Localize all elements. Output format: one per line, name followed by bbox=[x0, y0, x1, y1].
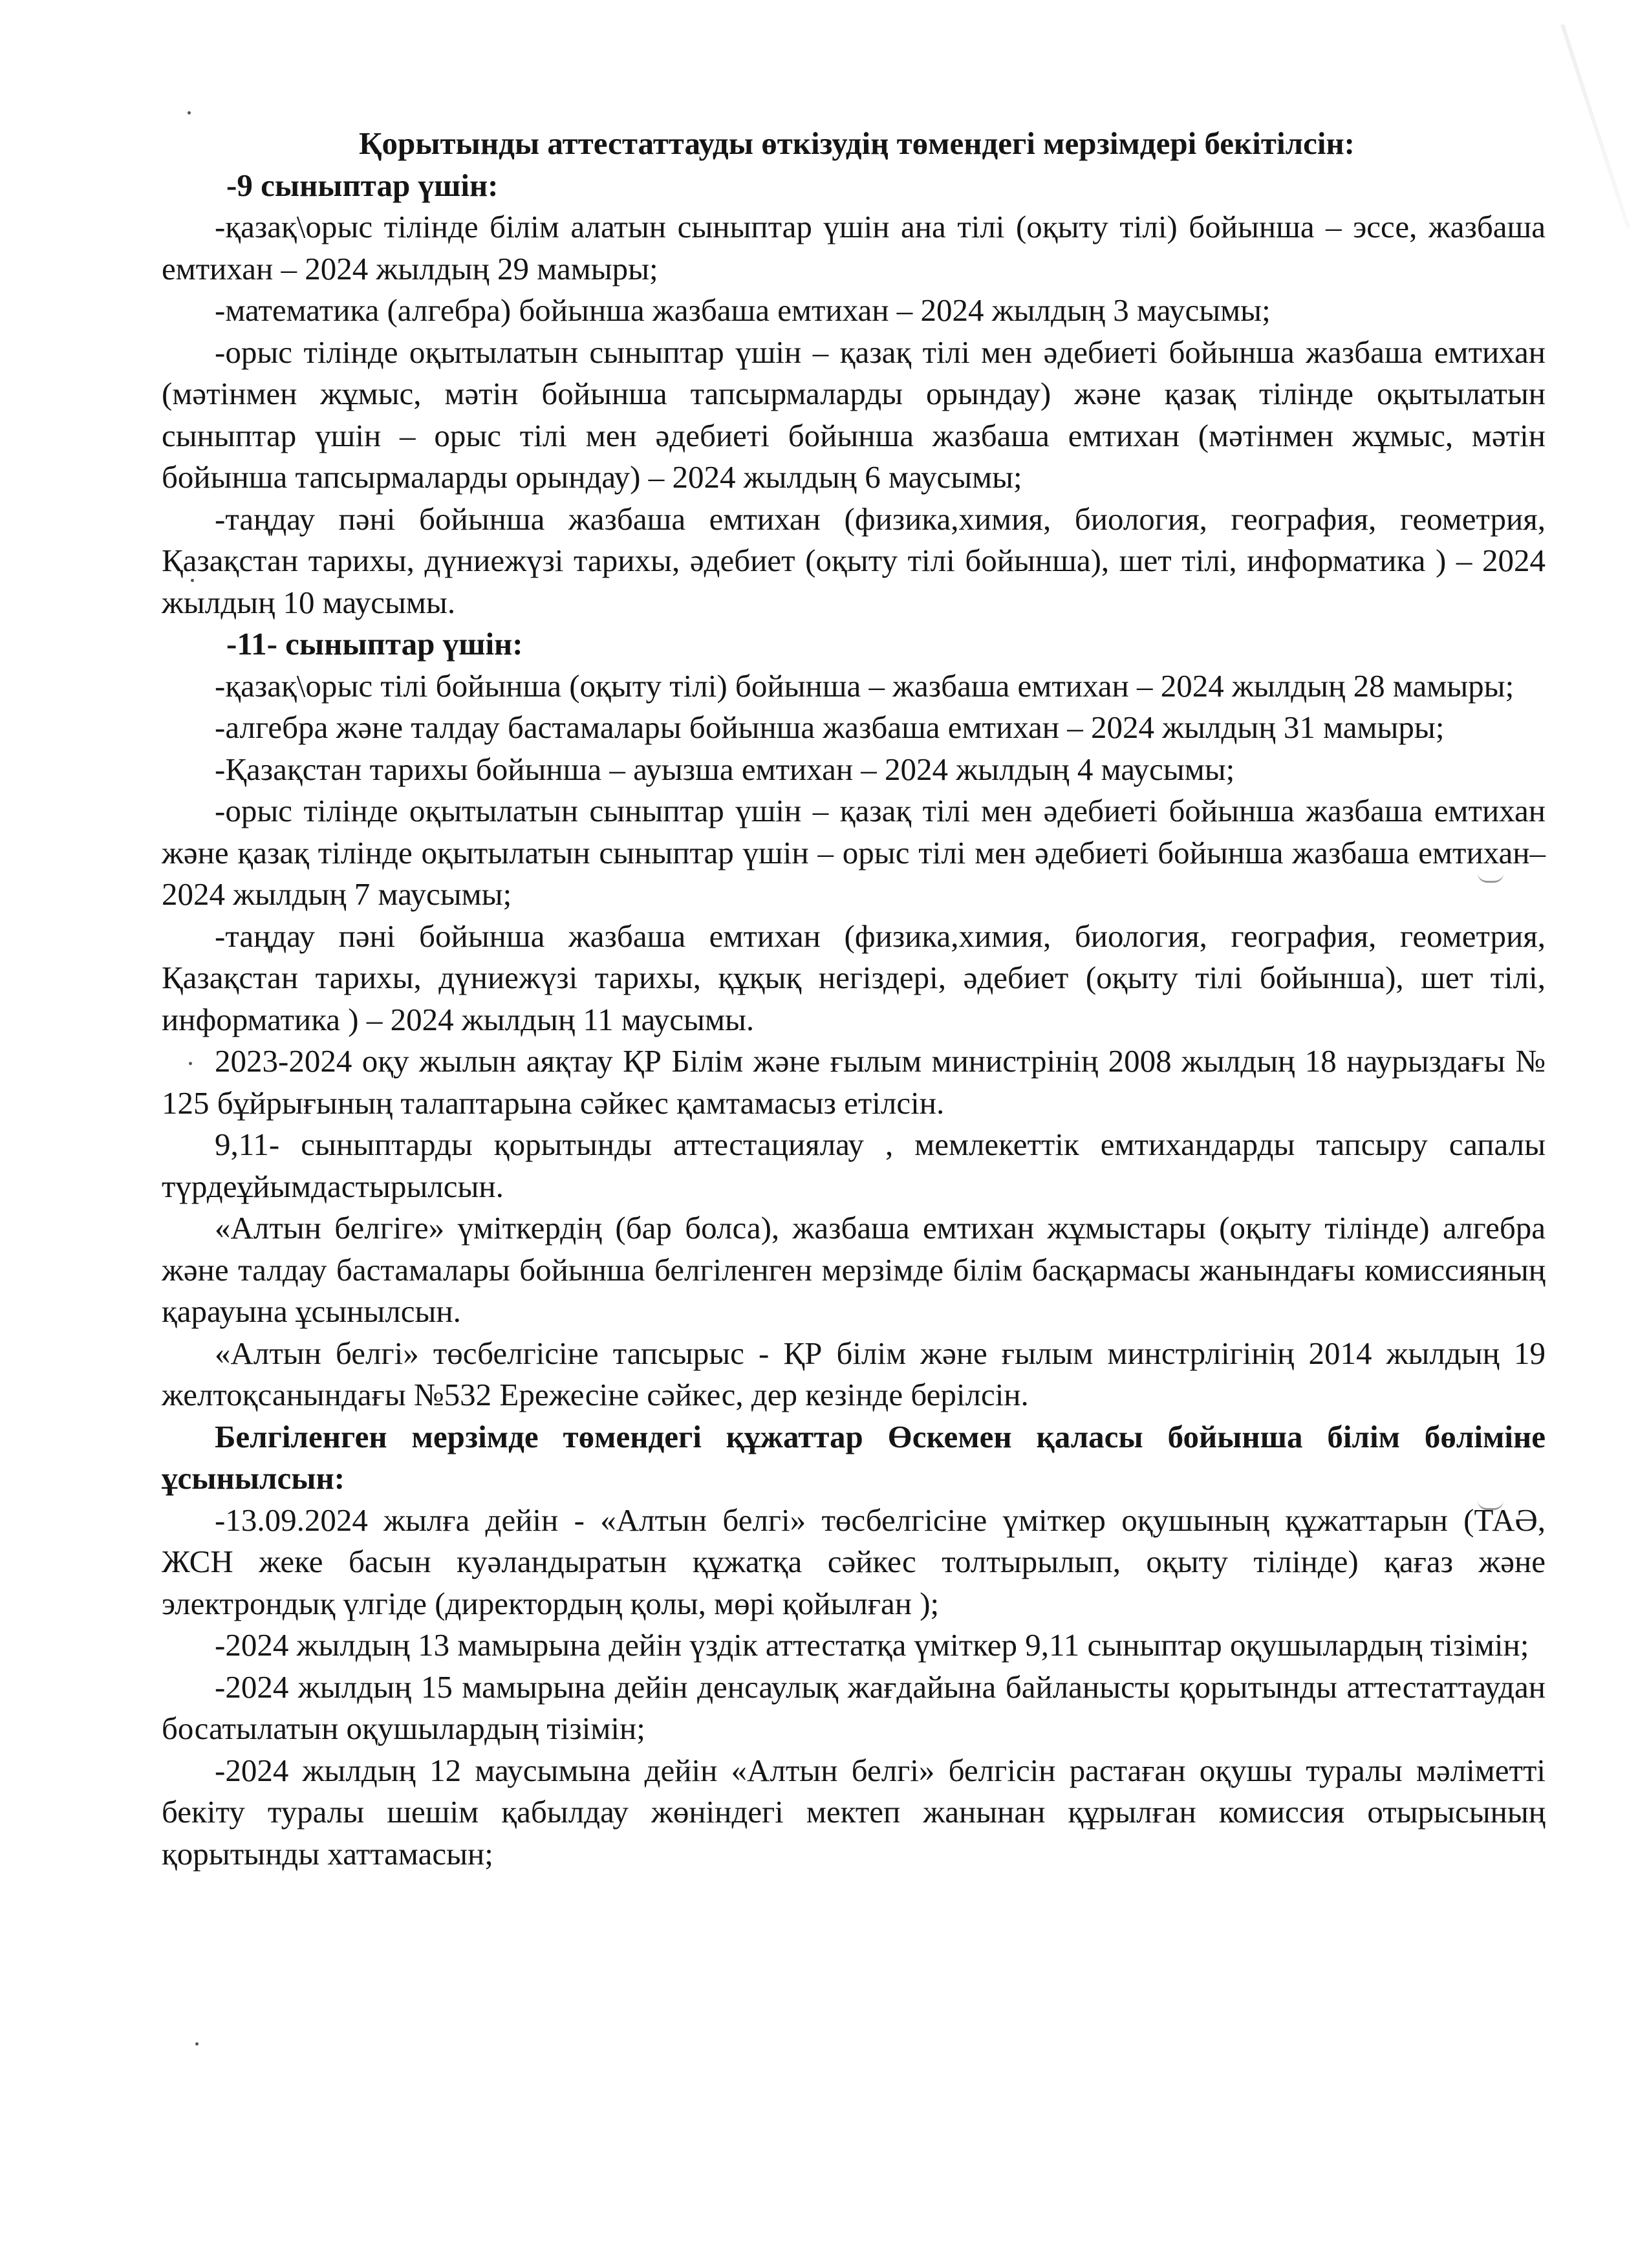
scan-streak bbox=[1560, 24, 1630, 228]
scan-dot bbox=[188, 111, 191, 114]
paragraph: «Алтын белгіге» үміткердің (бар болса), жазбаша емтихан жұмыстары (оқыту тілінде) алгебра және талдау бастамалары бойынша белгіленген мерзімде білім басқармасы жанындағы комиссияның қарауына ұсынылсын. bbox=[162, 1210, 1546, 1329]
paragraph: «Алтын белгі» төсбелгісіне тапсырыс - ҚР білім және ғылым минстрлігінің 2014 жылдың 19 желтоқсанындағы №532 Ережесіне сәйкес, дер кезінде берілсін. bbox=[162, 1335, 1546, 1412]
grade11-item: -қазақ\орыс тілі бойынша (оқыту тілі) бойынша – жазбаша емтихан – 2024 жылдың 28 мамыры; bbox=[215, 667, 1514, 704]
grade9-item: -таңдау пәні бойынша жазбаша емтихан (физика,химия, биология, география, геометрия, Қазақстан тарихы, дүниежүзі тарихы, әдебиет (оқыту тілі бойынша), шет тілі, информатика ) – 2024 жылдың 10 маусымы. bbox=[162, 501, 1546, 620]
grade11-item: -Қазақстан тарихы бойынша – ауызша емтихан – 2024 жылдың 4 маусымы; bbox=[215, 751, 1235, 787]
grade9-item: -математика (алгебра) бойынша жазбаша емтихан – 2024 жылдың 3 маусымы; bbox=[215, 292, 1271, 328]
documents-item: -13.09.2024 жылға дейін - «Алтын белгі» төсбелгісіне үміткер оқушының құжаттарын (ТАӘ, ЖСН жеке басын куәландыратын құжатқа сәйкес толтырылып, оқыту тілінде) қағаз және электрондық үлгіде (директордың қолы, мөрі қойылған ); bbox=[162, 1502, 1546, 1621]
documents-title: Белгіленген мерзімде төмендегі құжаттар Өскемен қаласы бойынша білім бөліміне ұсынылсын: bbox=[162, 1418, 1546, 1496]
grade11-item: -алгебра және талдау бастамалары бойынша жазбаша емтихан – 2024 жылдың 31 мамыры; bbox=[215, 709, 1445, 745]
paragraph: 2023-2024 оқу жылын аяқтау ҚР Білім және ғылым министрінің 2008 жылдың 18 наурыздағы № 125 бұйрығының талаптарына сәйкес қамтамасыз етілсін. bbox=[162, 1043, 1546, 1121]
grade11-item: -орыс тілінде оқытылатын сыныптар үшін – қазақ тілі мен әдебиеті бойынша жазбаша емтихан және қазақ тілінде оқытылатын сыныптар үшін – орыс тілі мен әдебиеті бойынша жазбаша емтихан– 2024 жылдың 7 маусымы; bbox=[162, 793, 1546, 912]
grade11-title: -11- сыныптар үшін: bbox=[226, 626, 523, 662]
document-body bbox=[162, 123, 1546, 1875]
documents-item: -2024 жылдың 12 маусымына дейін «Алтын белгі» белгісін растаған оқушы туралы мәліметті бекіту туралы шешім қабылдау жөніндегі мектеп жанынан құрылған комиссия отырысының қорытынды хаттамасын; bbox=[162, 1752, 1546, 1872]
document-heading: Қорытынды аттестаттауды өткізудің төмендегі мерзімдері бекітілсін: bbox=[358, 125, 1355, 161]
grade11-item: -таңдау пәні бойынша жазбаша емтихан (физика,химия, биология, география, геометрия, Қазақстан тарихы, дүниежүзі тарихы, құқық негіздері, әдебиет (оқыту тілі бойынша), шет тілі, информатика ) – 2024 жылдың 11 маусымы. bbox=[162, 918, 1546, 1037]
documents-item: -2024 жылдың 13 мамырына дейін үздік аттестатқа үміткер 9,11 сыныптар оқушылардың тізімін; bbox=[215, 1627, 1529, 1663]
paragraph: 9,11- сыныптарды қорытынды аттестациялау , мемлекеттік емтихандарды тапсыру сапалы түрдеұйымдастырылсын. bbox=[162, 1127, 1546, 1204]
grade9-item: -орыс тілінде оқытылатын сыныптар үшін – қазақ тілі мен әдебиеті бойынша жазбаша емтихан (мәтінмен жұмыс, мәтін бойынша тапсырмаларды орындау) және қазақ тілінде оқытылатын сыныптар үшін – орыс тілі мен әдебиеті бойынша жазбаша емтихан (мәтінмен жұмыс, мәтін бойынша тапсырмаларды орындау) – 2024 жылдың 6 маусымы; bbox=[162, 334, 1546, 495]
documents-item: -2024 жылдың 15 мамырына дейін денсаулық жағдайына байланысты қорытынды аттестаттаудан босатылатын оқушылардың тізімін; bbox=[162, 1669, 1546, 1746]
grade9-item: -қазақ\орыс тілінде білім алатын сыныптар үшін ана тілі (оқыту тілі) бойынша – эссе, жазбаша емтихан – 2024 жылдың 29 мамыры; bbox=[162, 209, 1546, 286]
scan-dot bbox=[195, 2042, 199, 2046]
grade9-title: -9 сыныптар үшін: bbox=[226, 167, 499, 203]
